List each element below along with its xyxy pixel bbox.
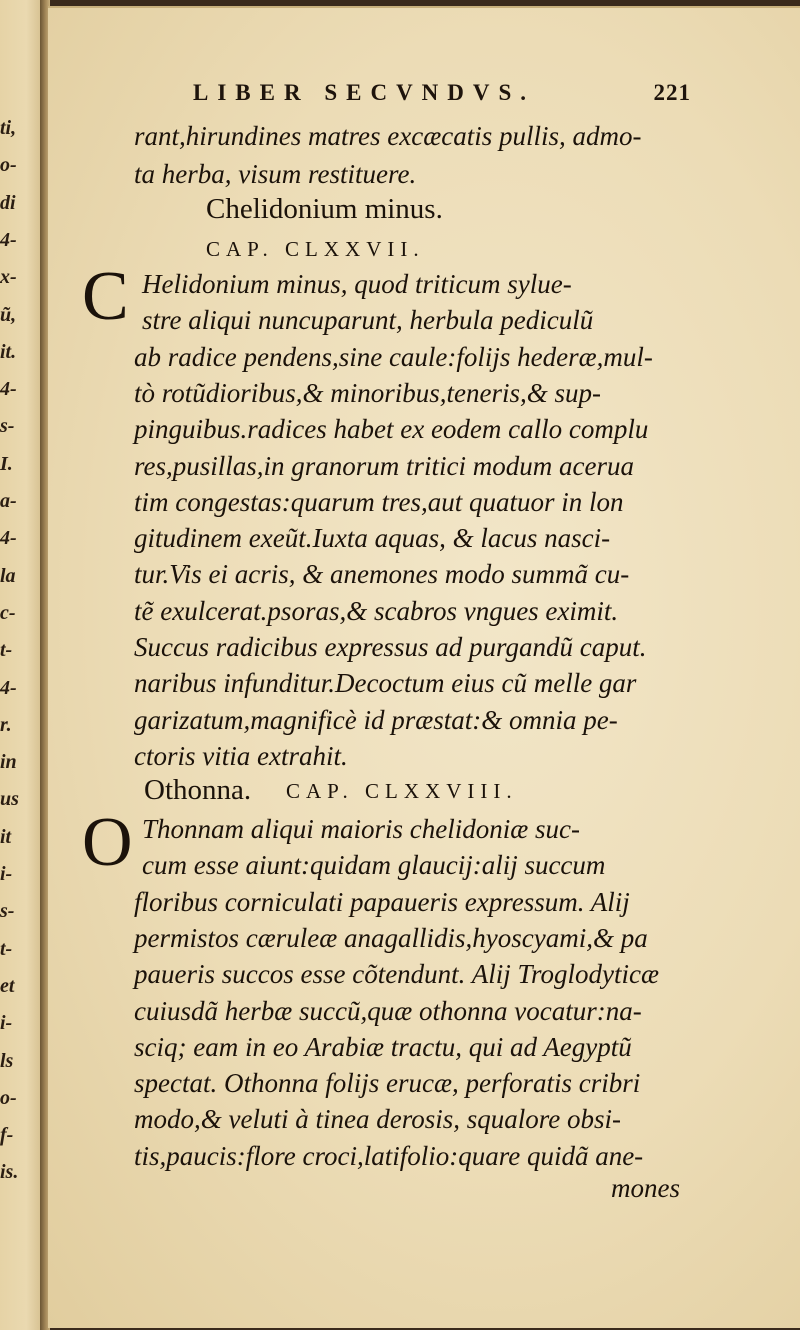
book-page	[48, 6, 800, 1328]
text-line: permistos cæruleæ anagallidis,hyoscyami,& pa	[134, 922, 648, 953]
text-line: ta herba, visum restituere.	[134, 159, 417, 189]
text-line: garizatum,magnificè id præstat:& omnia pe-	[134, 704, 618, 735]
facing-page-fragment: ũ,	[0, 303, 17, 326]
facing-page-fragment: f-	[0, 1124, 14, 1147]
text-line: Thonnam aliqui maioris chelidoniæ suc-	[142, 814, 580, 844]
facing-page-fragment: di	[0, 191, 16, 214]
chapter-number: CAP. CLXXVIII.	[286, 779, 518, 803]
facing-page-fragment: i-	[0, 1012, 13, 1035]
facing-page-fragment: s-	[0, 900, 15, 923]
text-line: ctoris vitia extrahit.	[134, 740, 348, 771]
text-line: pinguibus.radices habet ex eodem callo complu	[134, 414, 649, 445]
facing-page-fragment: I.	[0, 452, 13, 475]
text-line: floribus corniculati papaueris expressum. Alij	[134, 886, 630, 917]
text-line: Helidonium minus, quod triticum sylue-	[142, 269, 572, 299]
text-line: ab radice pendens,sine caule:folijs hederæ,mul-	[134, 341, 653, 372]
facing-page-fragment: it	[0, 825, 12, 848]
facing-page-fragment: t-	[0, 937, 13, 960]
facing-page-fragment: it.	[0, 340, 17, 363]
facing-page-fragment: c-	[0, 601, 16, 624]
chapter-number: CAP. CLXXVII.	[206, 237, 425, 261]
running-head-title: LIBER SECVNDVS.	[193, 80, 536, 105]
facing-page-fragment: 4-	[0, 378, 17, 401]
facing-page-fragment: ls	[0, 1049, 14, 1072]
text-line: Succus radicibus expressus ad purgandũ caput.	[134, 632, 647, 662]
facing-page-fragment: et	[0, 974, 15, 997]
text-line: stre aliqui nuncuparunt, herbula pediculũ	[142, 305, 594, 336]
facing-page-fragment: 4-	[0, 527, 17, 550]
text-line: tò rotũdioribus,& minoribus,teneris,& sup-	[134, 377, 602, 408]
text-line: tim congestas:quarum tres,aut quatuor in lon	[134, 486, 624, 517]
facing-page-fragment: s-	[0, 415, 15, 438]
facing-page-fragment: a-	[0, 490, 17, 512]
text-line: modo,& veluti à tinea derosis, squalore obsi-	[134, 1104, 621, 1135]
facing-page-fragment: in	[0, 751, 17, 774]
page-number: 221	[653, 80, 691, 105]
text-line: sciq; eam in eo Arabiæ tractu, qui ad Aegyptũ	[134, 1031, 632, 1062]
text-line: paueris succos esse cõtendunt. Alij Troglodyticæ	[134, 959, 659, 990]
text-line: spectat. Othonna folijs erucæ, perforatis cribri	[134, 1068, 641, 1099]
facing-page-fragment: ti,	[0, 117, 17, 139]
facing-page-fragment: o-	[0, 154, 17, 177]
facing-page-fragment: i-	[0, 863, 13, 885]
facing-page-fragment: t-	[0, 639, 13, 662]
catchword: mones	[611, 1173, 680, 1203]
chapter-title: Chelidonium minus.	[206, 193, 443, 225]
facing-page-fragment: r.	[0, 713, 12, 736]
text-line: res,pusillas,in granorum tritici modum aceruа	[134, 450, 635, 481]
text-line: gitudinem exeũt.Iuxta aquas, & lacus nasci-	[134, 523, 611, 554]
drop-capital: C	[82, 258, 129, 335]
facing-page-fragment: 4-	[0, 228, 17, 251]
chapter-title: Othonna.	[144, 774, 252, 806]
facing-page-fragment: us	[0, 788, 19, 811]
facing-page-fragment: la	[0, 564, 16, 587]
text-line: tur.Vis ei acris, & anemones modo summã cu-	[134, 559, 630, 590]
text-line: tẽ exulcerat.psoras,& scabros vngues eximit.	[134, 595, 619, 626]
text-line: cuiusdã herbæ succũ,quæ othonna vocatur:na-	[134, 995, 642, 1026]
facing-page-edge	[0, 0, 44, 1330]
text-line: naribus infunditur.Decoctum eius cũ melle gar	[134, 668, 637, 699]
facing-page-fragment: 4-	[0, 676, 17, 699]
drop-capital: O	[82, 804, 133, 881]
text-line: tis,paucis:flore croci,latifolio:quare quidã ane-	[134, 1140, 644, 1171]
running-head	[148, 78, 693, 110]
text-line: rant,hirundines matres excæcatis pullis, admo-	[134, 121, 642, 151]
text-line: cum esse aiunt:quidam glaucij:alij succum	[142, 850, 606, 881]
facing-page-fragment: x-	[0, 266, 17, 289]
facing-page-fragment: is.	[0, 1161, 19, 1184]
facing-page-fragment: o-	[0, 1086, 17, 1109]
